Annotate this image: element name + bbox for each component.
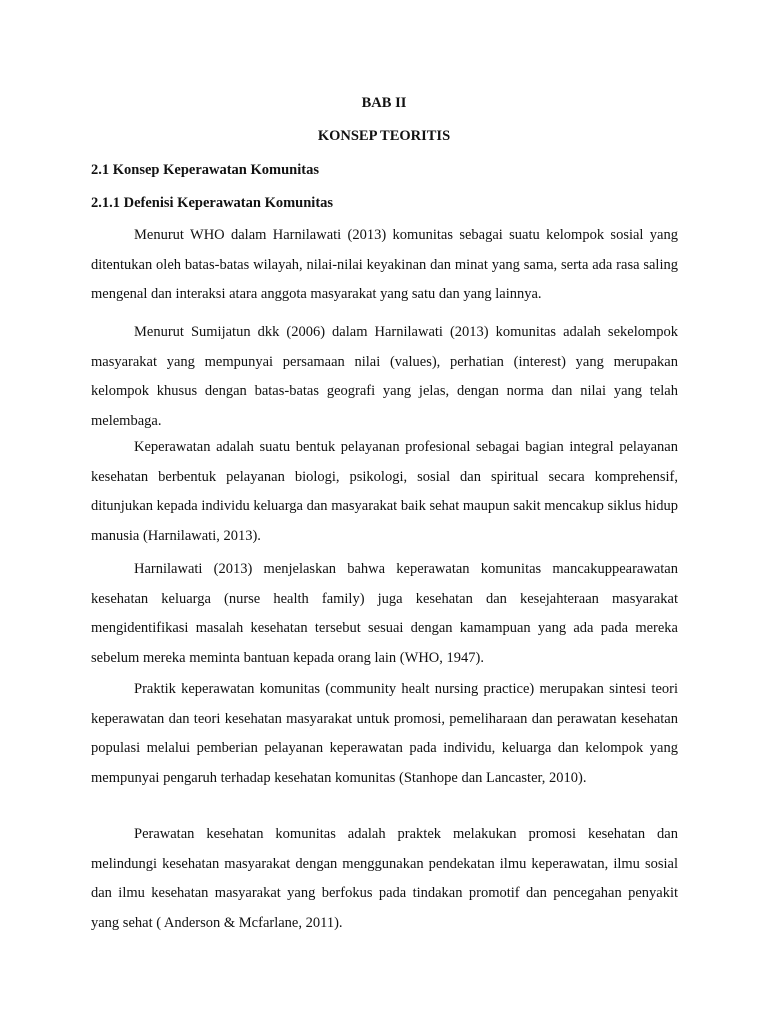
paragraph-4: Harnilawati (2013) menjelaskan bahwa keperawatan komunitas mancakuppearawatan kesehatan keluarga (nurse health family) juga kesehatan dan kesejahteraan masyarakat mengidentifikasi masalah kesehatan tersebut sesuai dengan kamampuan yang ada pada mereka sebelum mereka meminta bantuan kepada orang lain (WHO, 1947). xyxy=(91,561,678,666)
section-heading: 2.1 Konsep Keperawatan Komunitas xyxy=(91,162,319,178)
subsection-heading: 2.1.1 Defenisi Keperawatan Komunitas xyxy=(91,195,334,211)
chapter-title: KONSEP TEORITIS xyxy=(317,128,451,144)
paragraph-2: Menurut Sumijatun dkk (2006) dalam Harnilawati (2013) komunitas adalah sekelompok masyarakat yang mempunyai persamaan nilai (values), perhatian (interest) yang merupakan kelompok khusus dengan batas-batas geografi yang jelas, dengan norma dan nilai yang telah melembaga. xyxy=(91,324,678,429)
paragraph-3: Keperawatan adalah suatu bentuk pelayanan profesional sebagai bagian integral pelayanan kesehatan berbentuk pelayanan biologi, psikologi, sosial dan spiritual secara komprehensif, ditunjukan kepada individu keluarga dan masyarakat baik sehat maupun sakit mencakup siklus hidup manusia (Harnilawati, 2013). xyxy=(91,439,678,544)
paragraph-6: Perawatan kesehatan komunitas adalah praktek melakukan promosi kesehatan dan melindungi kesehatan masyarakat dengan menggunakan pendekatan ilmu keperawatan, ilmu sosial dan ilmu kesehatan masyarakat yang berfokus pada tindakan promotif dan pencegahan penyakit yang sehat ( Anderson & Mcfarlane, 2011). xyxy=(91,826,678,931)
paragraph-5: Praktik keperawatan komunitas (community healt nursing practice) merupakan sintesi teori keperawatan dan teori kesehatan masyarakat untuk promosi, pemeliharaan dan perawatan kesehatan populasi melalui pemberian pelayanan keperawatan pada individu, keluarga dan kelompok yang mempunyai pengaruh terhadap kesehatan komunitas (Stanhope dan Lancaster, 2010). xyxy=(91,681,678,786)
paragraph-1: Menurut WHO dalam Harnilawati (2013) komunitas sebagai suatu kelompok sosial yang ditentukan oleh batas-batas wilayah, nilai-nilai keyakinan dan minat yang sama, serta ada rasa saling mengenal dan interaksi atara anggota masyarakat yang satu dan yang lainnya. xyxy=(91,227,678,302)
chapter-label: BAB II xyxy=(361,95,407,111)
